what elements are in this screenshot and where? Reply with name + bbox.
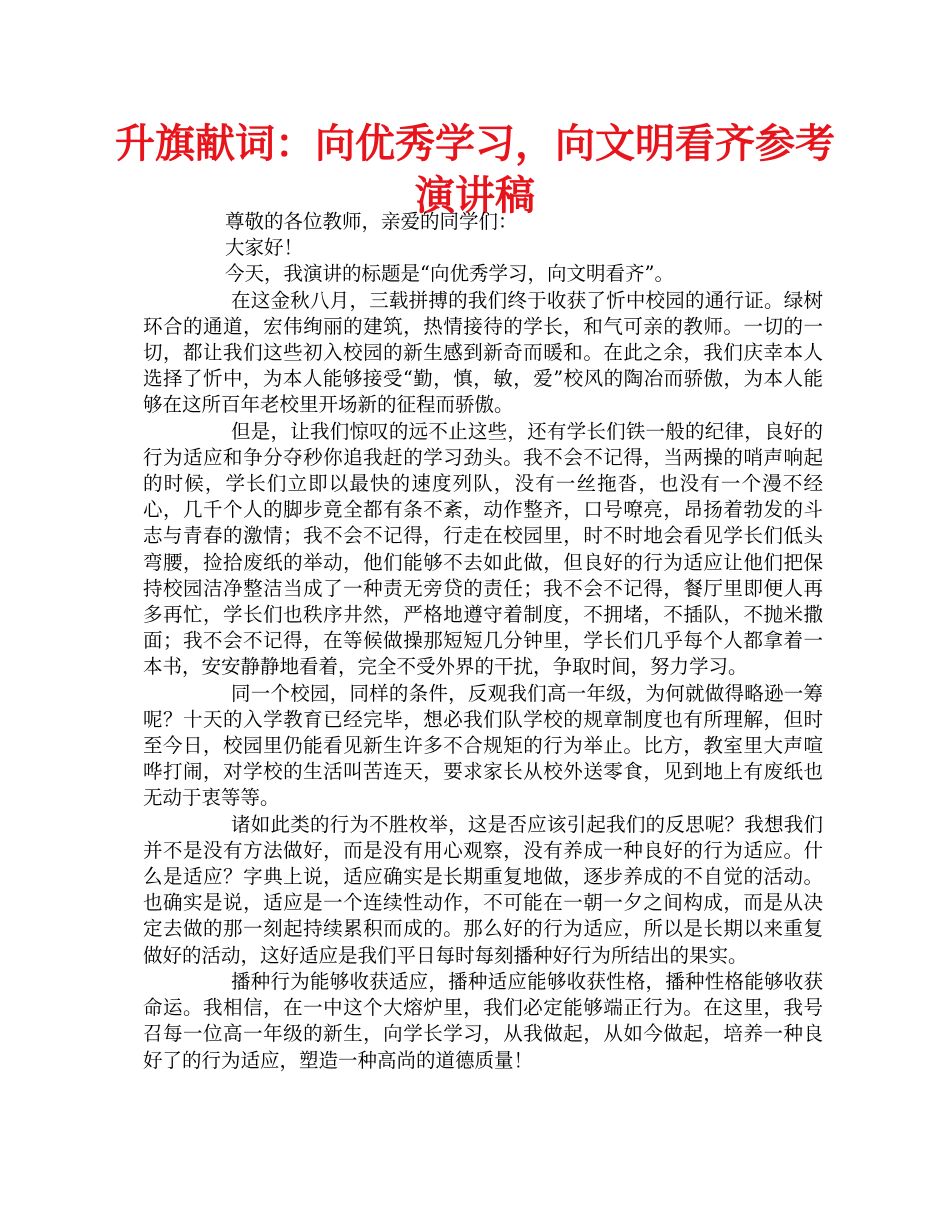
paragraph: 诸如此类的行为不胜枚举，这是否应该引起我们的反思呢？我想我们并不是没有方法做好，而是没有用心观察，没有养成一种良好的行为适应。什么是适应？字典上说，适应确实是长期重复地做，逐步养成的不自觉的活动。也确实是说，适应是一个连续性动作，不可能在一朝一夕之间构成，而是从决定去做的那一刻起持续累积而成的。那么好的行为适应，所以是长期以来重复做好的活动，这好适应是我们平日每时每刻播种好行为所结出的果实。: [143, 812, 823, 967]
paragraph: 今天，我演讲的标题是“向优秀学习，向文明看齐”。: [225, 262, 674, 286]
paragraph: 播种行为能够收获适应，播种适应能够收获性格，播种性格能够收获命运。我相信，在一中这个大熔炉里，我们必定能够端正行为。在这里，我号召每一位高一年级的新生，向学长学习，从我做起，从如今做起，培养一种良好了的行为适应，塑造一种高尚的道德质量！: [143, 969, 823, 1072]
paragraph: 同一个校园，同样的条件，反观我们高一年级，为何就做得略逊一筹呢？十天的入学教育已经完毕，想必我们队学校的规章制度也有所理解，但时至今日，校园里仍能看见新生许多不合规矩的行为举止。比方，教室里大声喧哗打闹，对学校的生活叫苦连天，要求家长从校外送零食，见到地上有废纸也无动于衷等等。: [143, 681, 823, 810]
hello-line: 大家好！: [225, 236, 304, 260]
document-body: [143, 209, 823, 1074]
document-title: 升旗献词：向优秀学习，向文明看齐参考演讲稿: [115, 121, 835, 219]
paragraph: 但是，让我们惊叹的远不止这些，还有学长们铁一般的纪律，良好的行为适应和争分夺秒你追我赶的学习劲头。我不会不记得，当两操的哨声响起的时候，学长们立即以最快的速度列队，没有一丝拖沓，也没有一个漫不经心，几千个人的脚步竟全都有条不紊，动作整齐，口号嘹亮，昂扬着勃发的斗志与青春的激情；我不会不记得，行走在校园里，时不时地会看见学长们低头弯腰，捡拾废纸的举动，他们能够不去如此做，但良好的行为适应让他们把保持校园洁净整洁当成了一种责无旁贷的责任；我不会不记得，餐厅里即便人再多再忙，学长们也秩序井然，严格地遵守着制度，不拥堵，不插队，不抛米撒面；我不会不记得，在等候做操那短短几分钟里，学长们几乎每个人都拿着一本书，安安静静地看着，完全不受外界的干扰，争取时间，努力学习。: [143, 419, 823, 679]
paragraph: 在这金秋八月，三载拼搏的我们终于收获了忻中校园的通行证。绿树环合的通道，宏伟绚丽的建筑，热情接待的学长，和气可亲的教师。一切的一切，都让我们这些初入校园的新生感到新奇而暖和。在此之余，我们庆幸本人选择了忻中，为本人能够接受“勤，慎，敏，爱”校风的陶冶而骄傲，为本人能够在这所百年老校里开场新的征程而骄傲。: [143, 288, 823, 417]
greeting-line: 尊敬的各位教师，亲爱的同学们：: [225, 210, 518, 233]
